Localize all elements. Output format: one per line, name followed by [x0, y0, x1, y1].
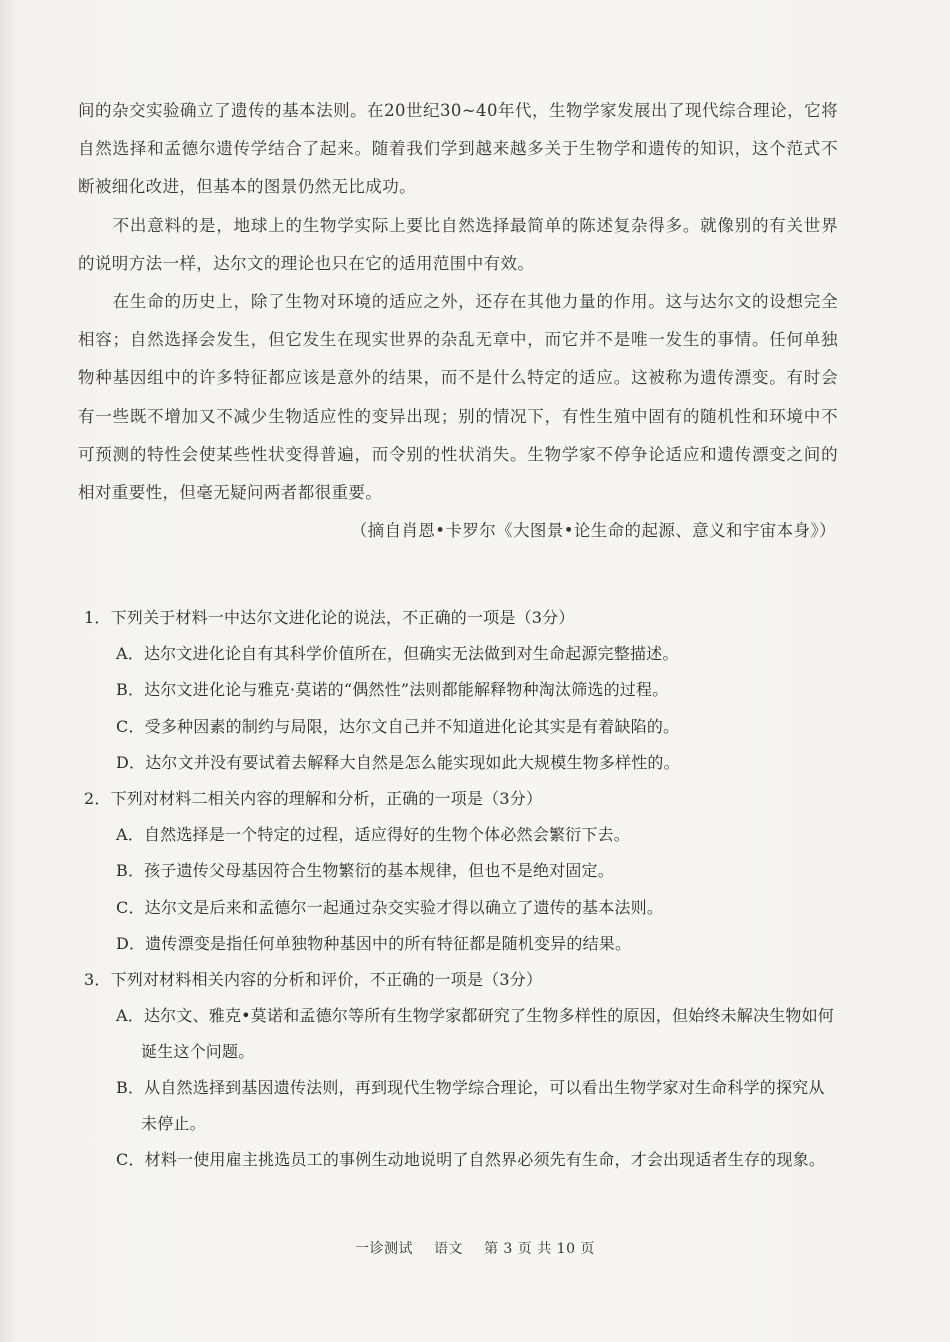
question-2: [84, 781, 838, 962]
option-b: B．达尔文进化论与雅克·莫诺的“偶然性”法则都能解释物种淘汰筛选的过程。: [116, 680, 669, 700]
option-b: B．孩子遗传父母基因符合生物繁衍的基本规律，但也不是绝对固定。: [116, 861, 614, 881]
option-c: C．受多种因素的制约与局限，达尔文自己并不知道进化论其实是有着缺陷的。: [116, 716, 680, 736]
question-stem: 2．下列对材料二相关内容的理解和分析，正确的一项是（3分）: [84, 789, 543, 809]
exam-name: 一诊测试: [355, 1241, 414, 1257]
option-d: D．达尔文并没有要试着去解释大自然是怎么能实现如此大规模生物多样性的。: [116, 752, 680, 772]
question-1: [84, 600, 838, 781]
question-stem: 1．下列关于材料一中达尔文进化论的说法，不正确的一项是（3分）: [84, 608, 575, 627]
page-number: 第 3 页 共 10 页: [483, 1241, 595, 1257]
passage-source: （摘自肖恩•卡罗尔《大图景•论生命的起源、意义和宇宙本身》）: [350, 521, 836, 541]
question-3: [84, 962, 838, 1178]
reading-passage: [78, 92, 838, 550]
passage-paragraph: 在生命的历史上，除了生物对环境的适应之外，还存在其他力量的作用。这与达尔文的设想完全相容；自然选择会发生，但它发生在现实世界的杂乱无章中，而它并不是唯一发生的事情。任何单独物种基因组中的许多特征都应该是意外的结果，而不是什么特定的适应。这被称为遗传漂变。有时会有一些既不增加又不减少生物适应性的变异出现；别的情况下，有性生殖中固有的随机性和环境中不可预测的特性会使某些性状变得普遍，而令别的性状消失。生物学家不停争论适应和遗传漂变之间的相对重要性，但毫无疑问两者都很重要。: [78, 292, 838, 503]
option-c: C．材料一使用雇主挑选员工的事例生动地说明了自然界必须先有生命，才会出现适者生存的现象。: [116, 1150, 826, 1170]
question-list: [84, 600, 838, 1178]
subject-name: 语文: [434, 1241, 463, 1257]
option-a: A．达尔文进化论自有其科学价值所在，但确实无法做到对生命起源完整描述。: [116, 644, 679, 664]
passage-paragraph: 不出意料的是，地球上的生物学实际上要比自然选择最简单的陈述复杂得多。就像别的有关世界的说明方法一样，达尔文的理论也只在它的适用范围中有效。: [78, 215, 838, 273]
passage-paragraph: 间的杂交实验确立了遗传的基本法则。在20世纪30~40年代，生物学家发展出了现代综合理论，它将自然选择和孟德尔遗传学结合了起来。随着我们学到越来越多关于生物学和遗传的知识，这个范式不断被细化改进，但基本的图景仍然无比成功。: [78, 101, 838, 197]
option-d: D．遗传漂变是指任何单独物种基因中的所有特征都是随机变异的结果。: [116, 933, 632, 953]
option-c: C．达尔文是后来和孟德尔一起通过杂交实验才得以确立了遗传的基本法则。: [116, 897, 664, 917]
page-footer: [0, 1238, 950, 1258]
option-b: B．从自然选择到基因遗传法则，再到现代生物学综合理论，可以看出生物学家对生命科学的探究从未停止。: [116, 1078, 825, 1134]
option-a: A．达尔文、雅克•莫诺和孟德尔等所有生物学家都研究了生物多样性的原因，但始终未解决生物如何诞生这个问题。: [116, 1006, 834, 1062]
option-a: A．自然选择是一个特定的过程，适应得好的生物个体必然会繁衍下去。: [116, 825, 630, 845]
question-stem: 3．下列对材料相关内容的分析和评价，不正确的一项是（3分）: [84, 970, 543, 990]
